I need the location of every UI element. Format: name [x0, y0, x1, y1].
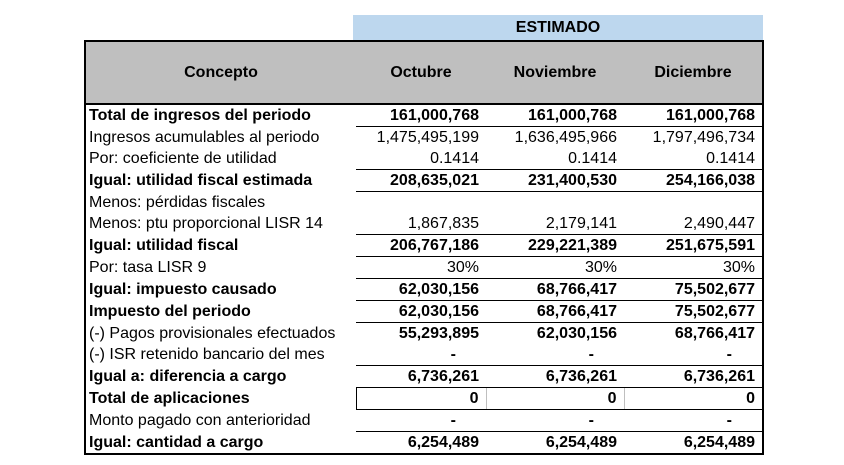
- row-label[interactable]: Igual a: diferencia a cargo: [89, 368, 287, 385]
- cell-octubre[interactable]: 62,030,156: [356, 279, 486, 301]
- table-row: [85, 344, 763, 366]
- row-label[interactable]: Total de ingresos del periodo: [89, 107, 311, 125]
- cell-noviembre[interactable]: 30%: [486, 257, 624, 279]
- cell-octubre[interactable]: 62,030,156: [356, 301, 486, 323]
- cell-diciembre[interactable]: 75,502,677: [624, 279, 763, 301]
- cell-octubre[interactable]: 206,767,186: [356, 235, 486, 257]
- estimado-label: ESTIMADO: [515, 19, 601, 36]
- row-label[interactable]: Por: tasa LISR 9: [89, 259, 207, 276]
- cell-octubre[interactable]: 1,867,835: [356, 213, 486, 235]
- cell-octubre[interactable]: 161,000,768: [356, 104, 486, 127]
- cell-octubre[interactable]: 0.1414: [356, 148, 486, 170]
- cell-diciembre[interactable]: 251,675,591: [624, 235, 763, 257]
- cell-diciembre[interactable]: 30%: [624, 257, 763, 279]
- header-octubre: Octubre: [356, 41, 486, 104]
- row-label[interactable]: Impuesto del periodo: [89, 303, 251, 320]
- cell-diciembre[interactable]: 161,000,768: [624, 104, 763, 127]
- row-label[interactable]: (-) Pagos provisionales efectuados: [89, 324, 336, 342]
- cell-diciembre[interactable]: 254,166,038: [624, 170, 763, 192]
- table-row: [85, 192, 763, 214]
- header-noviembre: Noviembre: [486, 41, 624, 104]
- row-label[interactable]: Ingresos acumulables al periodo: [89, 128, 320, 146]
- table-row: [85, 301, 763, 323]
- table-row: [85, 388, 763, 410]
- tax-estimate-table: [84, 40, 764, 455]
- cell-noviembre[interactable]: 68,766,417: [486, 301, 624, 323]
- cell-octubre[interactable]: -: [356, 344, 486, 366]
- table-row: [85, 432, 763, 455]
- row-label[interactable]: Por: coeficiente de utilidad: [89, 150, 277, 168]
- row-label[interactable]: Menos: ptu proporcional LISR 14: [89, 215, 323, 233]
- cell-noviembre[interactable]: 6,736,261: [545, 368, 617, 385]
- cell-noviembre[interactable]: 231,400,530: [486, 170, 624, 192]
- cell-diciembre[interactable]: 1,797,496,734: [652, 129, 755, 146]
- table-row: [85, 323, 763, 345]
- cell-octubre[interactable]: 0: [356, 388, 486, 410]
- table-row: [85, 148, 763, 170]
- cell-octubre[interactable]: 1,475,495,199: [376, 129, 479, 146]
- cell-noviembre[interactable]: 161,000,768: [486, 104, 624, 127]
- estimado-band: [353, 15, 763, 40]
- cell-octubre[interactable]: 6,254,489: [407, 434, 479, 451]
- row-label[interactable]: Igual: utilidad fiscal: [89, 237, 239, 254]
- cell-diciembre[interactable]: 2,490,447: [624, 213, 763, 235]
- cell-diciembre[interactable]: 0.1414: [624, 148, 763, 170]
- cell-noviembre[interactable]: 0: [486, 388, 624, 410]
- row-label[interactable]: (-) ISR retenido bancario del mes: [89, 346, 325, 364]
- table-row: [85, 127, 763, 149]
- cell-octubre[interactable]: 6,736,261: [407, 368, 479, 385]
- cell-diciembre[interactable]: 75,502,677: [624, 301, 763, 323]
- table-header-row: [85, 41, 763, 104]
- cell-noviembre[interactable]: 6,254,489: [545, 434, 617, 451]
- cell-diciembre[interactable]: [624, 192, 763, 214]
- cell-diciembre[interactable]: 0: [624, 388, 763, 410]
- cell-octubre[interactable]: [356, 192, 486, 214]
- table-row: [85, 279, 763, 301]
- row-label[interactable]: Igual: cantidad a cargo: [89, 433, 264, 451]
- cell-noviembre[interactable]: 68,766,417: [486, 279, 624, 301]
- cell-noviembre[interactable]: [486, 192, 624, 214]
- cell-octubre[interactable]: -: [356, 410, 486, 432]
- cell-noviembre[interactable]: -: [486, 410, 624, 432]
- table-row: [85, 410, 763, 432]
- cell-diciembre[interactable]: -: [624, 410, 763, 432]
- table-row: [85, 213, 763, 235]
- row-label[interactable]: Total de aplicaciones: [89, 390, 250, 407]
- table-row: [85, 235, 763, 257]
- header-diciembre: Diciembre: [624, 41, 763, 104]
- table-row: [85, 257, 763, 279]
- table-row: [85, 170, 763, 192]
- cell-diciembre[interactable]: -: [624, 344, 763, 366]
- cell-diciembre[interactable]: 6,254,489: [683, 434, 755, 451]
- table-row: [85, 366, 763, 388]
- row-label[interactable]: Igual: utilidad fiscal estimada: [89, 172, 313, 189]
- row-label[interactable]: Monto pagado con anterioridad: [89, 412, 311, 429]
- cell-diciembre[interactable]: 68,766,417: [674, 325, 755, 342]
- table-row: [85, 104, 763, 127]
- row-label[interactable]: Menos: pérdidas fiscales: [89, 193, 266, 211]
- cell-noviembre[interactable]: 1,636,495,966: [514, 129, 617, 146]
- cell-diciembre[interactable]: 6,736,261: [683, 368, 755, 385]
- cell-octubre[interactable]: 30%: [356, 257, 486, 279]
- row-label[interactable]: Igual: impuesto causado: [89, 281, 277, 298]
- cell-noviembre[interactable]: 62,030,156: [536, 325, 617, 342]
- cell-noviembre[interactable]: 0.1414: [486, 148, 624, 170]
- cell-octubre[interactable]: 55,293,895: [398, 325, 479, 342]
- cell-noviembre[interactable]: 2,179,141: [486, 213, 624, 235]
- cell-noviembre[interactable]: 229,221,389: [486, 235, 624, 257]
- header-concepto: Concepto: [85, 41, 356, 104]
- cell-octubre[interactable]: 208,635,021: [356, 170, 486, 192]
- cell-noviembre[interactable]: -: [486, 344, 624, 366]
